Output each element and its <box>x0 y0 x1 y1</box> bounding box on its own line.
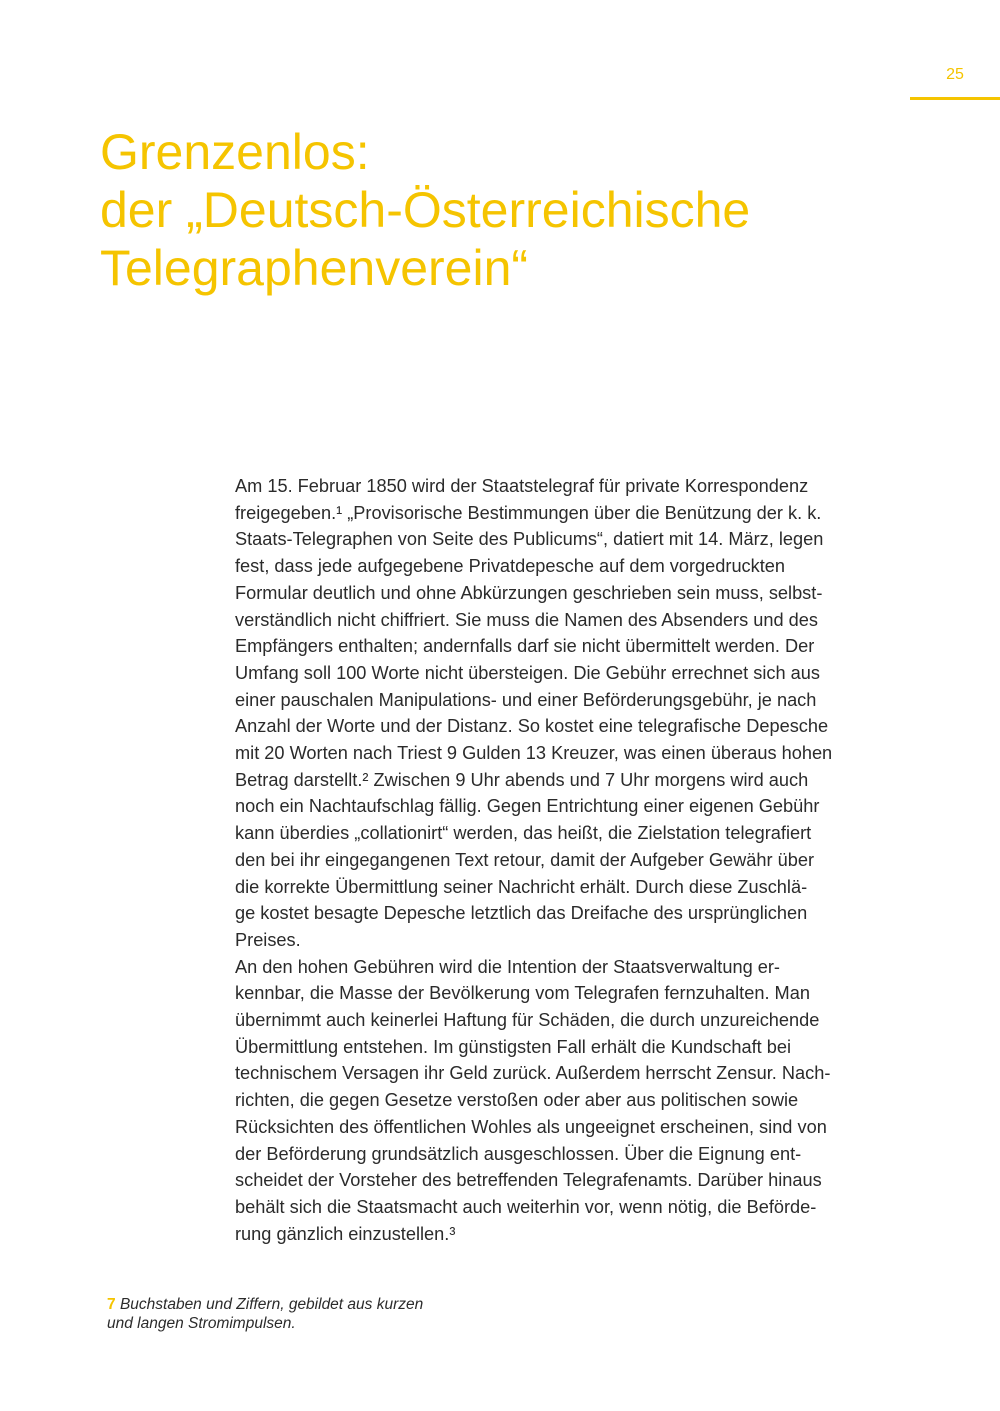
body-line: übernimmt auch keinerlei Haftung für Schäden, die durch unzureichende <box>235 1010 820 1031</box>
body-line: Formular deutlich und ohne Abkürzungen geschrieben sein muss, selbst- <box>235 582 823 603</box>
body-line: den bei ihr eingegangenen Text retour, damit der Aufgeber Gewähr über <box>235 849 815 870</box>
body-line: Rücksichten des öffentlichen Wohles als ungeeignet erscheinen, sind von <box>235 1116 827 1137</box>
caption-text-line-1: Buchstaben und Ziffern, gebildet aus kurzen <box>119 1296 424 1313</box>
caption-line <box>107 1295 527 1314</box>
page-number: 25 <box>946 66 964 83</box>
body-line: Am 15. Februar 1850 wird der Staatstelegraf für private Korrespondenz <box>235 476 809 496</box>
chapter-title-line-1: Grenzenlos: <box>100 124 370 180</box>
body-line: der Beförderung grundsätzlich ausgeschlossen. Über die Eignung ent- <box>235 1143 802 1164</box>
body-line: An den hohen Gebühren wird die Intention der Staatsverwaltung er- <box>235 956 780 977</box>
chapter-title-line-2: der „Deutsch-Österreichische <box>100 182 751 238</box>
body-line: behält sich die Staatsmacht auch weiterhin vor, wenn nötig, die Beförde- <box>235 1196 817 1217</box>
body-line: scheidet der Vorsteher des betreffenden Telegrafenamts. Darüber hinaus <box>235 1170 822 1191</box>
page-number-rule <box>910 97 1000 100</box>
body-text <box>235 473 895 1247</box>
caption-text-line-2: und langen Stromimpulsen. <box>107 1315 296 1332</box>
chapter-title-line-3: Telegraphenverein“ <box>100 240 529 296</box>
body-line: kann überdies „collationirt“ werden, das heißt, die Zielstation telegrafiert <box>235 823 812 844</box>
body-line: noch ein Nachtaufschlag fällig. Gegen Entrichtung einer eigenen Gebühr <box>235 796 820 817</box>
body-line: Empfängers enthalten; andernfalls darf sie nicht übermittelt werden. Der <box>235 636 815 657</box>
body-line: einer pauschalen Manipulations- und einer Beförderungsgebühr, je nach <box>235 689 817 710</box>
body-line: ge kostet besagte Depesche letztlich das Dreifache des ursprünglichen <box>235 903 808 924</box>
body-line: rung gänzlich einzustellen.³ <box>235 1223 456 1244</box>
body-line: Preises. <box>235 929 301 950</box>
figure-caption <box>107 1295 527 1333</box>
body-line: verständlich nicht chiffriert. Sie muss die Namen des Absenders und des <box>235 609 818 630</box>
body-line: Betrag darstellt.² Zwischen 9 Uhr abends und 7 Uhr morgens wird auch <box>235 769 809 790</box>
body-line: Staats-Telegraphen von Seite des Publicums“, datiert mit 14. März, legen <box>235 529 824 550</box>
body-line: die korrekte Übermittlung seiner Nachricht erhält. Durch diese Zuschlä- <box>235 876 808 897</box>
body-line: Anzahl der Worte und der Distanz. So kostet eine telegrafische Depesche <box>235 716 829 737</box>
body-line: freigegeben.¹ „Provisorische Bestimmungen über die Benützung der k. k. <box>235 502 822 523</box>
body-line: mit 20 Worten nach Triest 9 Gulden 13 Kreuzer, was einen überaus hohen <box>235 743 833 764</box>
body-line: Übermittlung entstehen. Im günstigsten Fall erhält die Kundschaft bei <box>235 1036 792 1057</box>
body-line: kennbar, die Masse der Bevölkerung vom Telegrafen fernzuhalten. Man <box>235 983 810 1004</box>
caption-number: 7 <box>107 1296 116 1313</box>
body-line: Umfang soll 100 Worte nicht übersteigen. Die Gebühr errechnet sich aus <box>235 662 821 683</box>
body-line: fest, dass jede aufgegebene Privatdepesche auf dem vorgedruckten <box>235 556 786 577</box>
body-line: technischem Versagen ihr Geld zurück. Außerdem herrscht Zensur. Nach- <box>235 1063 831 1084</box>
body-line: richten, die gegen Gesetze verstoßen oder aber aus politischen sowie <box>235 1090 799 1111</box>
chapter-title <box>100 123 920 297</box>
